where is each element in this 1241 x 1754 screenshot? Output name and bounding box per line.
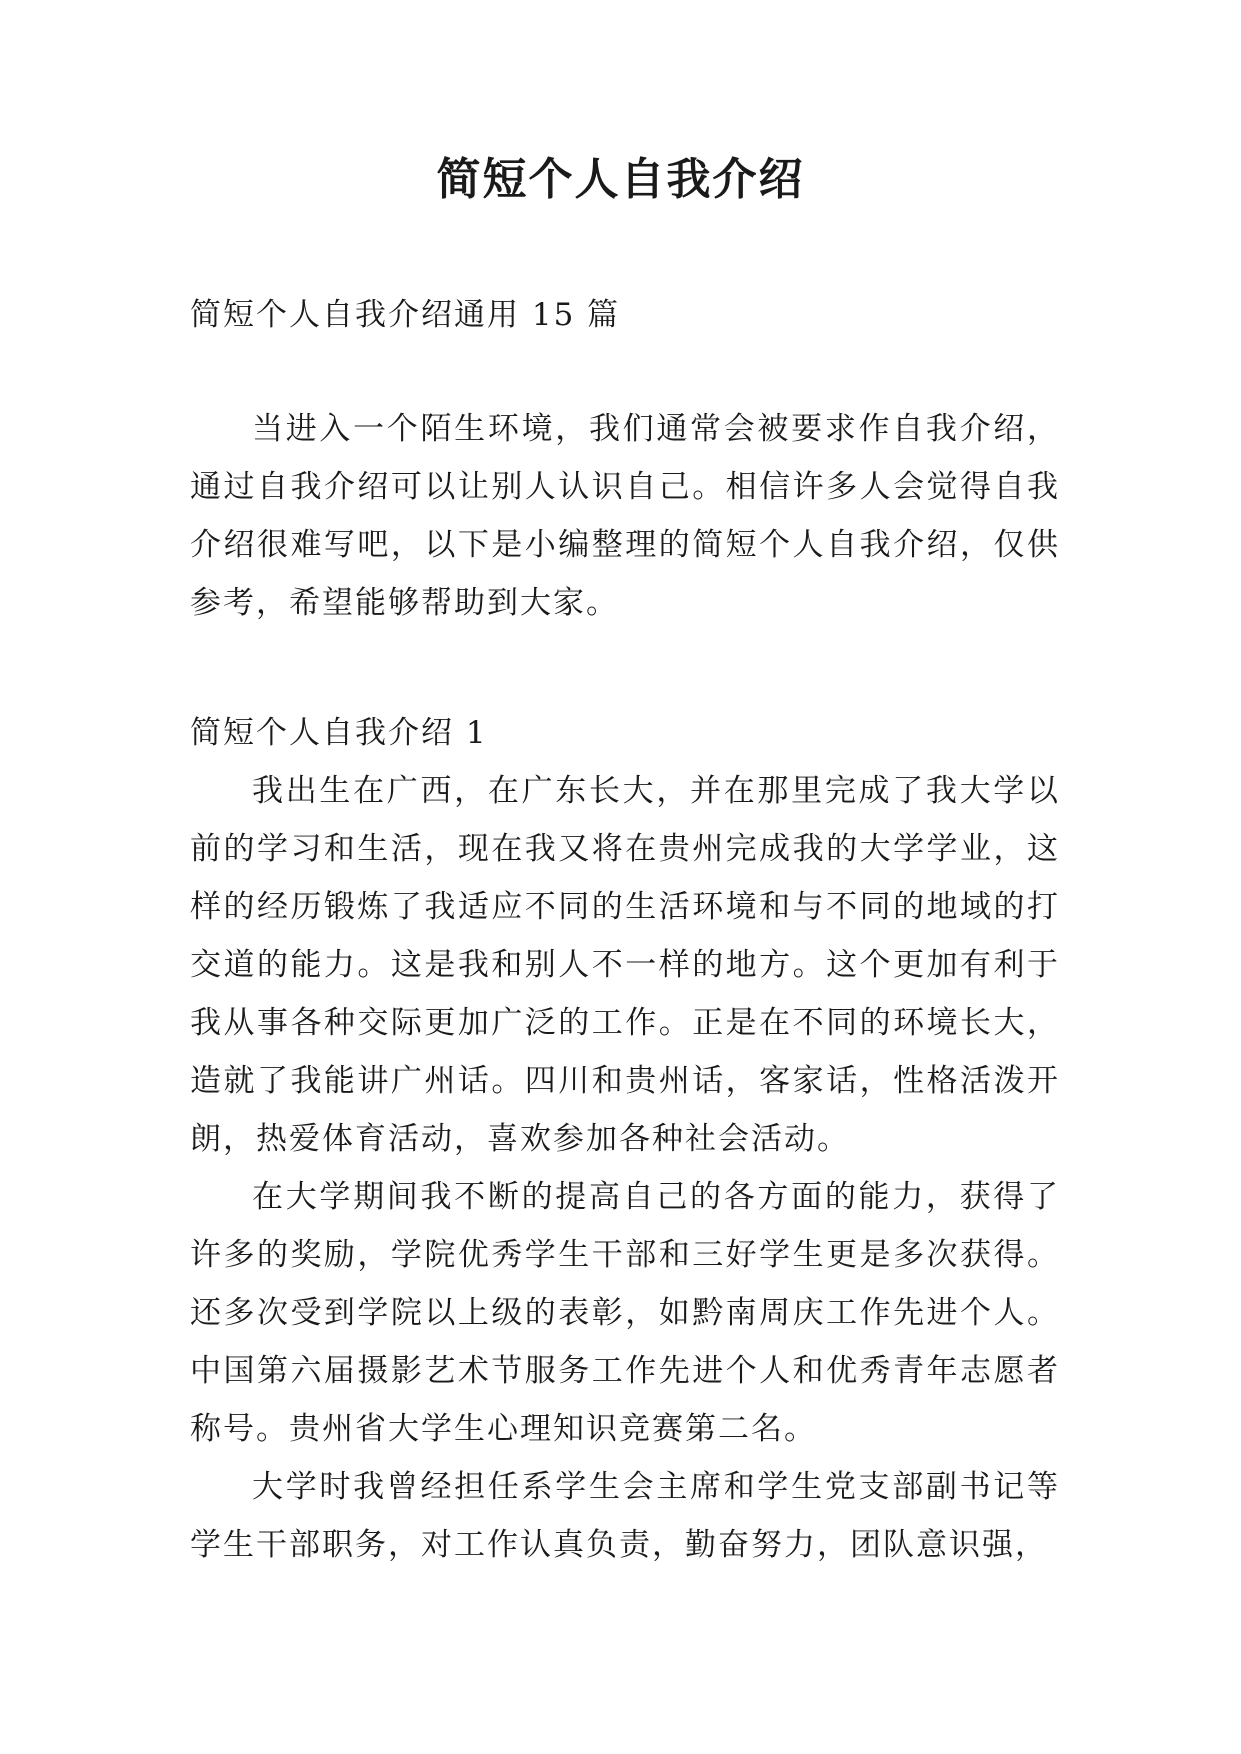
body-paragraph: 我出生在广西，在广东长大，并在那里完成了我大学以前的学习和生活，现在我又将在贵州完成我的大学学业，这样的经历锻炼了我适应不同的生活环境和与不同的地域的打交道的能力。这是我和别人不一样的地方。这个更加有利于我从事各种交际更加广泛的工作。正是在不同的环境长大，造就了我能讲广州话。四川和贵州话，客家话，性格活泼开朗，热爱体育活动，喜欢参加各种社会活动。: [190, 773, 1060, 1157]
document-subtitle: 简短个人自我介绍通用 15 篇: [190, 297, 621, 333]
section-heading: 简短个人自我介绍 1: [190, 715, 488, 751]
intro-paragraph: 当进入一个陌生环境，我们通常会被要求作自我介绍，通过自我介绍可以让别人认识自己。相信许多人会觉得自我介绍很难写吧，以下是小编整理的简短个人自我介绍，仅供参考，希望能够帮助到大家。: [190, 411, 1060, 621]
body-paragraph: 大学时我曾经担任系学生会主席和学生党支部副书记等学生干部职务，对工作认真负责，勤奋努力，团队意识强，: [190, 1469, 1060, 1563]
document-body: [190, 286, 1060, 1574]
document-title: 简短个人自我介绍: [436, 154, 805, 205]
body-paragraph: 在大学期间我不断的提高自己的各方面的能力，获得了许多的奖励，学院优秀学生干部和三好学生更是多次获得。还多次受到学院以上级的表彰，如黔南周庆工作先进个人。中国第六届摄影艺术节服务工作先进个人和优秀青年志愿者称号。贵州省大学生心理知识竞赛第二名。: [190, 1179, 1060, 1447]
